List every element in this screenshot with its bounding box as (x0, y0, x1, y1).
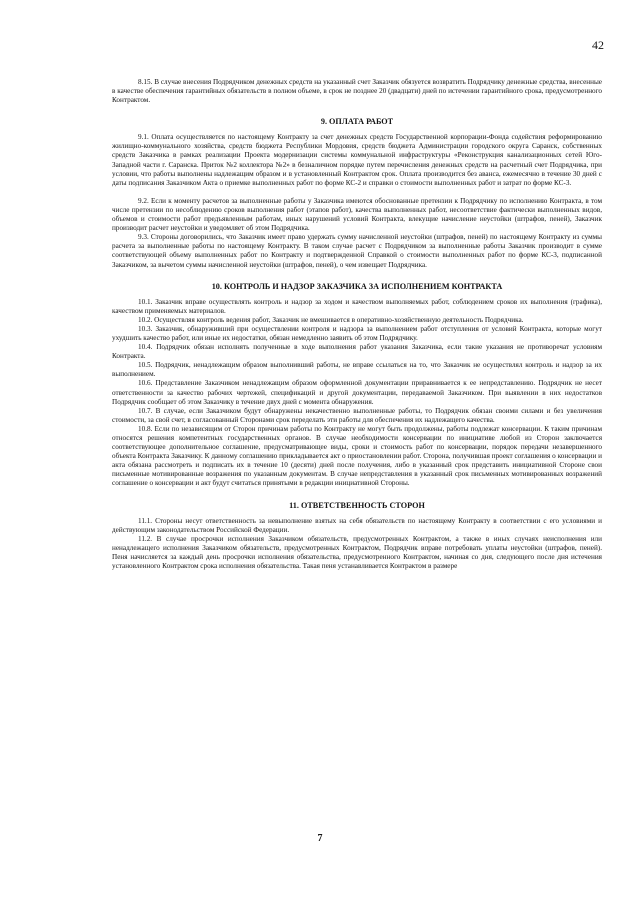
clause-9-3: 9.3. Стороны договорились, что Заказчик имеет право удержать сумму начисленной неустойки (штрафов, пеней) по настоящему Контракту из суммы расчета за выполненные работы по настоящему Контракту. В таком случае расчет с Подрядчиком за выполненные работы Заказчик производит в сумме соответствующей объему выполненных работ по Контракту и подтвержденной Справкой о стоимости выполненных работ по форме КС-3, подписанной Заказчиком, за вычетом суммы начисленной неустойки (штрафов, пеней), о чем извещает Подрядчика. (112, 233, 602, 269)
clause-10-7: 10.7. В случае, если Заказчиком будут обнаружены некачественно выполненные работы, то Подрядчик обязан своими силами и без увеличения стоимости, за свой счет, в согласованный Сторонами срок переделать эти работы для обеспечения их надлежащего качества. (112, 406, 602, 424)
document-body (112, 78, 602, 571)
clause-9-2: 9.2. Если к моменту расчетов за выполненные работы у Заказчика имеются обоснованные претензии к Подрядчику по исполнению Контракта, в том числе претензии по несоблюдению сроков выполнения работ (этапов работ), качества выполненных работ, несоответствие фактически выполненных видов, объемов и стоимости работ предъявленным работам, иных нарушений условий Контракта, влекущие начисление неустойки (штрафов, пеней), Заказчик производит расчет неустойки и уведомляет об этом Подрядчика. (112, 196, 602, 233)
clause-10-8: 10.8. Если по независящим от Сторон причинам работы по Контракту не могут быть продолжены, работы подлежат консервации. К таким причинам относятся решения компетентных государственных органов. В случае необходимости консервации по инициативе любой из Сторон заключается соответствующее дополнительное соглашение, предусматривающее виды, сроки и стоимость работ по консервации, порядок передачи незавершенного объекта Контракта Заказчику. К данному соглашению прикладывается акт о приостановлении работ. Сторона, получившая проект соглашения о консервации и акта обязана рассмотреть и подписать их в течение 10 (десяти) дней после получения, либо в указанный срок представить инициативной Стороне свои письменные мотивированные возражения по указанным документам. В случае непредставления в указанный срок письменных мотивированных возражений соглашение о консервации и акт будут считаться принятыми в редакции инициативной Стороны. (112, 424, 602, 488)
clause-10-6: 10.6. Представление Заказчиком ненадлежащим образом оформленной документации приравнивается к ее непредставлению. Подрядчик не несет ответственности за качество рабочих чертежей, спецификаций и другой документации, передаваемой Заказчиком. При выявлении в них недостатков Подрядчик сообщает об этом Заказчику в течение двух дней с момента обнаружения. (112, 379, 602, 406)
clause-10-3: 10.3. Заказчик, обнаруживший при осуществлении контроля и надзора за выполнением работ отступления от условий Контракта, которые могут ухудшить качество работ, или иные их недостатки, обязан немедленно заявить об этом Подрядчику. (112, 324, 602, 342)
section-heading-10: 10. КОНТРОЛЬ И НАДЗОР ЗАКАЗЧИКА ЗА ИСПОЛНЕНИЕМ КОНТРАКТА (211, 281, 503, 291)
clause-10-5: 10.5. Подрядчик, ненадлежащим образом выполнивший работы, не вправе ссылаться на то, что Заказчик не осуществлял контроль и надзор за их выполнением. (112, 361, 602, 379)
page-number-top: 42 (592, 38, 604, 52)
clause-9-1: 9.1. Оплата осуществляется по настоящему Контракту за счет денежных средств Государственной корпорации-Фонда содействия реформированию жилищно-коммунального хозяйства, средств бюджета Республики Мордовия, средств бюджета Администрации городского округа Саранск, собственных средств Заказчика в рамках реализации Проекта модернизации системы коммунальной инфраструктуры «Реконструкция канализационных сетей Юго-Западной части г. Саранска. Приток №2 коллектора №2» в безналичном порядке путем перечисления денежных средств на расчетный счет Подрядчика, при условии, что работы выполнены надлежащим образом и в установленный Контрактом срок. Оплата производится без аванса, ежемесячно в течение 30 дней с даты подписания Заказчиком Акта о приемке выполненных работ по форме КС-2 и справки о стоимости выполненных работ и затрат по форме КС-3. (112, 133, 602, 187)
clause-11-2: 11.2. В случае просрочки исполнения Заказчиком обязательств, предусмотренных Контрактом, а также в иных случаях неисполнения или ненадлежащего исполнения Заказчиком обязательств, предусмотренных Контрактом, Подрядчик вправе потребовать уплаты неустойки (штрафов, пеней). Пеня начисляется за каждый день просрочки исполнения обязательства, предусмотренного Контрактом, начиная со дня, следующего после дня истечения установленного Контрактом срока исполнения обязательства. Такая пеня устанавливается Контрактом в размере (112, 534, 602, 571)
clause-8-15: 8.15. В случае внесения Подрядчиком денежных средств на указанный счет Заказчик обязуется возвратить Подрядчику денежные средства, внесенные в качестве обеспечения гарантийных обязательств в полном объеме, в срок не позднее 20 (двадцати) дней по истечении гарантийного срока, предусмотренного Контрактом. (112, 78, 602, 105)
clause-11-1: 11.1. Стороны несут ответственность за невыполнение взятых на себя обязательств по настоящему Контракту в соответствии с его условиями и действующим законодательством Российской Федерации. (112, 516, 602, 534)
clause-10-4: 10.4. Подрядчик обязан исполнять полученные в ходе выполнения работ указания Заказчика, если такие указания не противоречат условиям Контракта. (112, 343, 602, 361)
section-heading-11: 11. ОТВЕТСТВЕННОСТЬ СТОРОН (289, 500, 425, 510)
page-number-bottom: 7 (317, 833, 323, 844)
clause-10-2: 10.2. Осуществляя контроль ведения работ, Заказчик не вмешивается в оперативно-хозяйственную деятельность Подрядчика. (138, 315, 524, 324)
section-heading-9: 9. ОПЛАТА РАБОТ (320, 117, 394, 127)
clause-10-1: 10.1. Заказчик вправе осуществлять контроль и надзор за ходом и качеством выполняемых работ, соблюдением сроков их выполнения (графика), качеством применяемых материалов. (112, 297, 602, 315)
